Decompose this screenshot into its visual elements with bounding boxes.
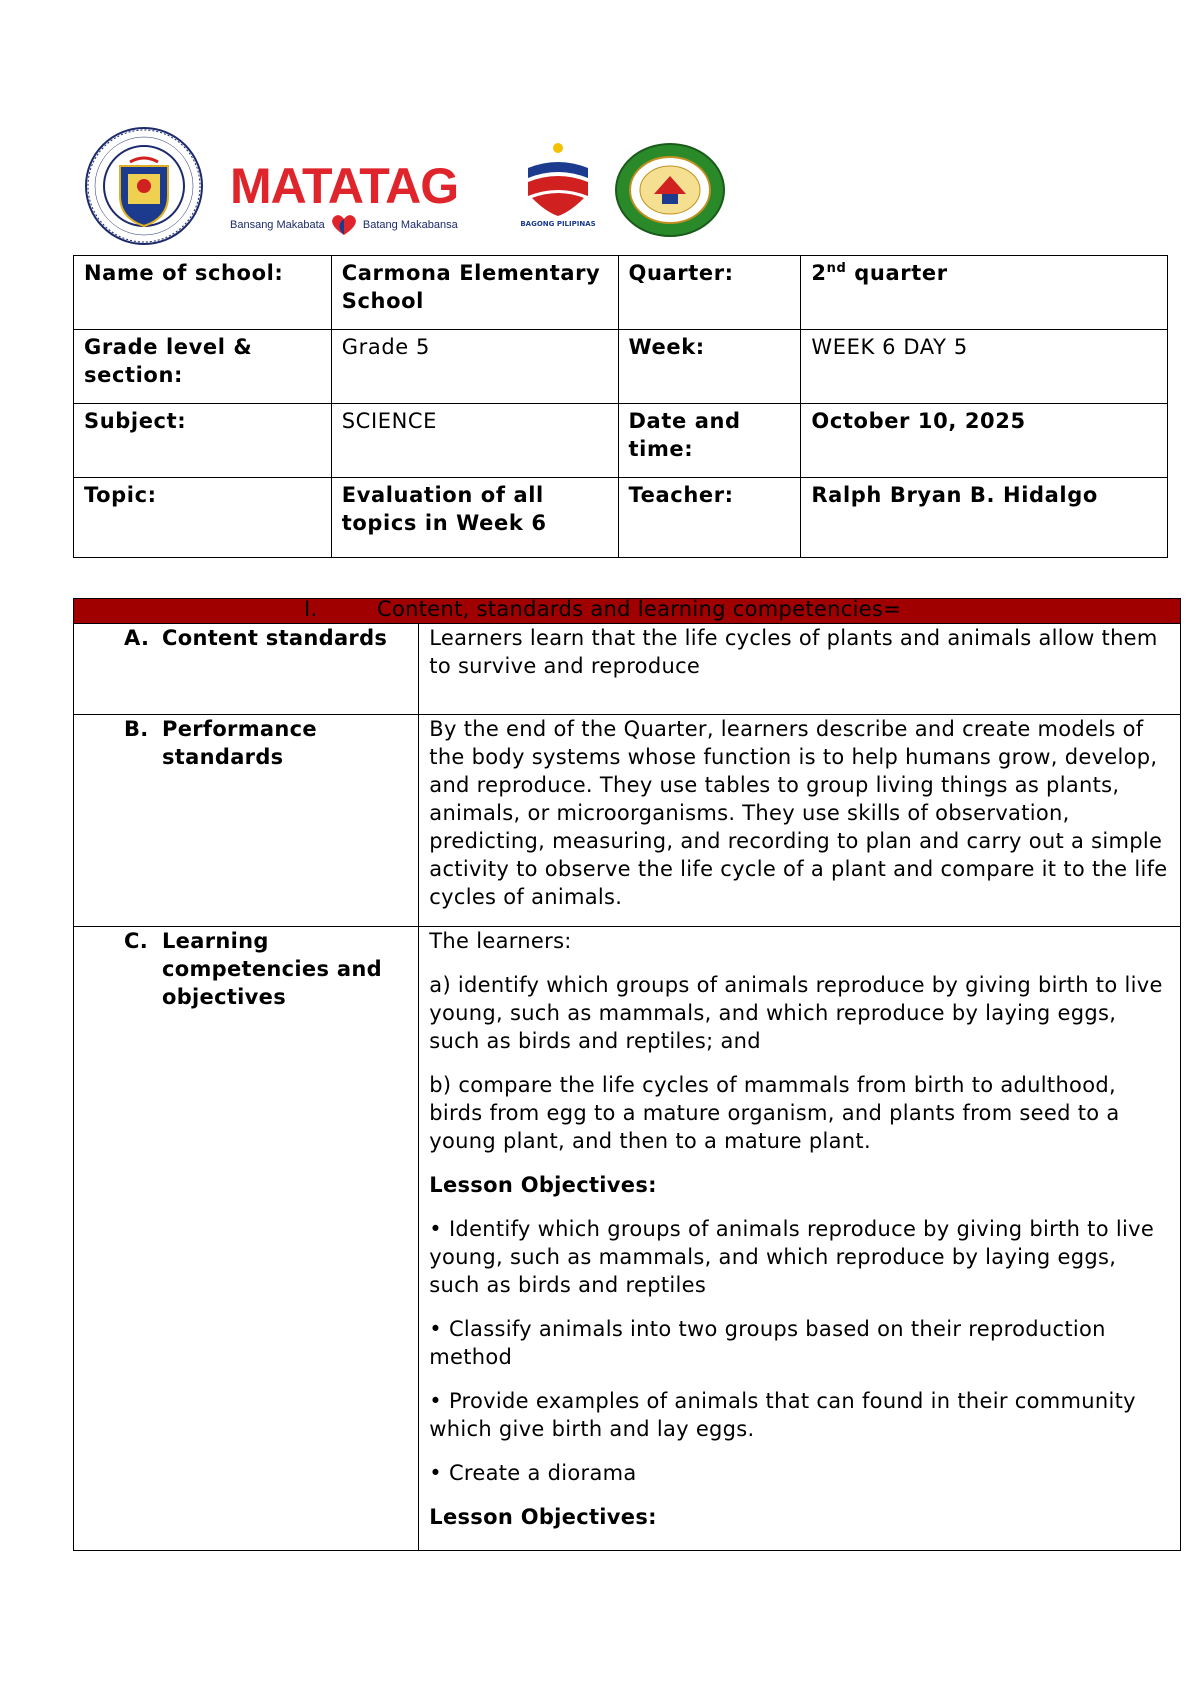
quarter-ordinal: nd [826,261,847,276]
learning-competencies-text [419,927,1181,1551]
topic-value: Evaluation of all topics in Week 6 [331,478,618,558]
grade-label: Grade level & section: [74,330,332,404]
row-label: Performance standards [162,717,317,769]
section-number: I. [304,597,318,621]
matatag-tagline-right: Batang Makabansa [362,218,458,231]
teacher-value: Ralph Bryan B. Hidalgo [801,478,1168,558]
school-seal-logo [614,142,726,238]
deped-seal-logo [84,126,204,246]
matatag-tagline-left: Bansang Makabata [230,218,325,231]
section-title: Content, standards and learning competencies= [377,597,902,621]
section-header [74,599,1181,624]
lesson-objectives-heading: Lesson Objectives: [429,1173,657,1197]
teacher-label: Teacher: [618,478,801,558]
content-standards-text [419,624,1181,715]
week-label: Week: [618,330,801,404]
competency-a: a) identify which groups of animals reproduce by giving birth to live young, such as mammals, and which reproduce by laying eggs, such as birds and reptiles; and [429,973,1163,1053]
row-letter: A. [124,626,150,650]
topic-label: Topic: [74,478,332,558]
school-value: Carmona Elementary School [331,256,618,330]
performance-standards-text [419,715,1181,927]
heart-hands-icon [328,213,360,237]
content-standards-label [74,624,419,715]
competency-intro: The learners: [429,929,572,953]
quarter-value [801,256,1168,330]
date-label: Date and time: [618,404,801,478]
objective-1: • Identify which groups of animals reproduce by giving birth to live young, such as mammals, and which reproduce by laying eggs, such as birds and reptiles [429,1217,1155,1297]
week-value: WEEK 6 DAY 5 [801,330,1168,404]
competencies-table [73,598,1181,1551]
grade-value: Grade 5 [331,330,618,404]
school-label: Name of school: [74,256,332,330]
competency-b: b) compare the life cycles of mammals from birth to adulthood, birds from egg to a mature organism, and plants from seed to a young plant, and then to a mature plant. [429,1073,1120,1153]
bagong-pilipinas-logo [518,138,598,228]
row-label: Learning competencies and objectives [162,929,382,1009]
performance-standards-paragraph: By the end of the Quarter, learners describe and create models of the body systems whose function is to help humans grow, develop, and reproduce. They use tables to group living things as plants, animals, or microorganisms. They use skills of observation, predicting, measuring, and recording to plan and carry out a simple activity to observe the life cycle of a plant and compare it to the life cycles of animals. [429,717,1168,909]
learning-competencies-label [74,927,419,1551]
date-value: October 10, 2025 [801,404,1168,478]
logo-banner [0,0,1200,260]
quarter-word: quarter [846,261,948,285]
subject-value: SCIENCE [331,404,618,478]
quarter-number: 2 [811,261,827,285]
bagong-pilipinas-caption: BAGONG PILIPINAS [520,220,596,228]
objective-2: • Classify animals into two groups based on their reproduction method [429,1317,1106,1369]
row-label: Content standards [162,626,388,650]
matatag-logo [230,160,480,240]
objective-3: • Provide examples of animals that can found in their community which give birth and lay eggs. [429,1389,1136,1441]
objective-4: • Create a diorama [429,1461,637,1485]
performance-standards-label [74,715,419,927]
quarter-label: Quarter: [618,256,801,330]
row-letter: C. [124,929,148,953]
row-letter: B. [124,717,149,741]
matatag-wordmark: MATATAG [230,158,459,214]
school-info-table [73,255,1168,558]
content-standards-paragraph: Learners learn that the life cycles of plants and animals allow them to survive and reproduce [429,626,1158,678]
subject-label: Subject: [74,404,332,478]
lesson-objectives-heading-2: Lesson Objectives: [429,1505,657,1529]
